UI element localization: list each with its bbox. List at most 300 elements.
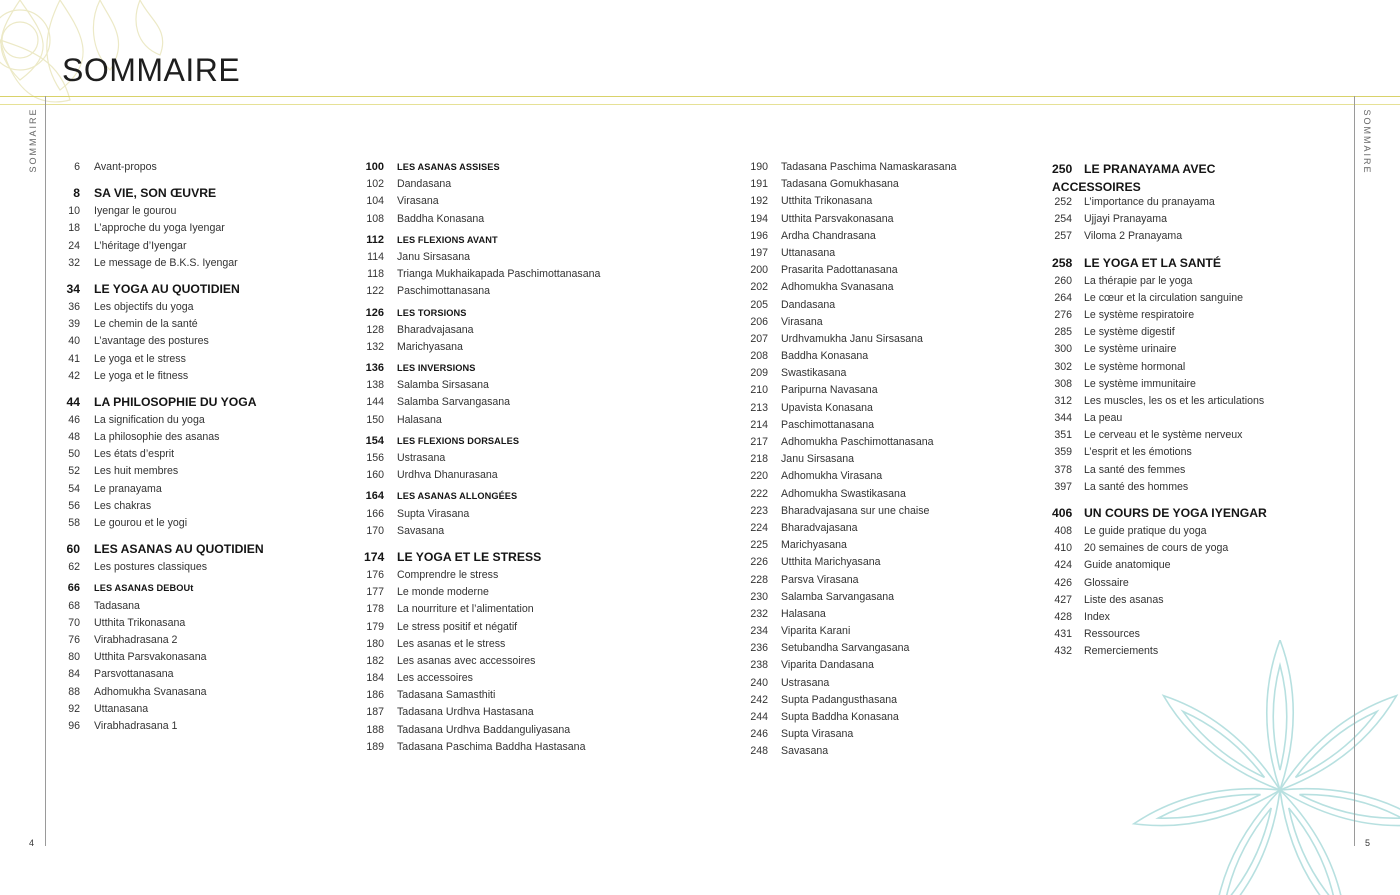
toc-section-heading[interactable] xyxy=(364,550,724,569)
toc-section-label: UN COURS DE YOGA IYENGAR xyxy=(1084,506,1267,520)
toc-entry[interactable] xyxy=(1052,464,1342,481)
toc-page-number: 62 xyxy=(68,561,80,574)
toc-entry[interactable] xyxy=(62,720,332,737)
toc-section-heading[interactable] xyxy=(62,186,332,205)
toc-entry[interactable] xyxy=(1052,542,1342,559)
toc-entry-label: Paschimottanasana xyxy=(781,418,875,431)
toc-entry-label: Les postures classiques xyxy=(94,561,208,574)
toc-entry[interactable] xyxy=(1052,481,1342,498)
toc-section-label: LA PHILOSOPHIE DU YOGA xyxy=(94,394,257,409)
toc-page-number: 154 xyxy=(365,434,384,447)
toc-subsection-heading[interactable] xyxy=(364,307,724,324)
toc-page-number: 302 xyxy=(1054,360,1072,373)
toc-entry-label: Swastikasana xyxy=(781,367,847,380)
toc-entry-label: Urdhvamukha Janu Sirsasana xyxy=(781,332,923,345)
toc-entry-label: La peau xyxy=(1084,412,1123,425)
toc-page-number: 188 xyxy=(366,723,384,736)
side-label-right: SOMMAIRE xyxy=(1362,109,1372,175)
toc-entry[interactable] xyxy=(62,668,332,685)
toc-entry[interactable] xyxy=(748,281,1038,298)
toc-page-number: 6 xyxy=(74,161,80,173)
toc-page-number: 66 xyxy=(67,582,80,595)
toc-entry[interactable] xyxy=(1052,292,1342,309)
toc-entry-label: Avant-propos xyxy=(94,161,157,173)
toc-entry[interactable] xyxy=(1052,196,1342,213)
toc-entry[interactable] xyxy=(748,556,1038,573)
toc-entry-label: La thérapie par le yoga xyxy=(1084,274,1193,287)
toc-entry[interactable] xyxy=(1052,275,1342,292)
toc-entry[interactable] xyxy=(748,402,1038,419)
toc-entry-label: Les objectifs du yoga xyxy=(94,300,194,313)
toc-entry[interactable] xyxy=(62,561,332,578)
toc-entry-label: La santé des hommes xyxy=(1084,480,1189,493)
toc-page-number: 209 xyxy=(750,367,768,380)
toc-entry[interactable] xyxy=(364,638,724,655)
toc-page-number: 206 xyxy=(750,315,768,328)
toc-entry-label: Ressources xyxy=(1084,628,1140,641)
toc-page-number: 190 xyxy=(750,161,768,173)
toc-entry[interactable] xyxy=(748,470,1038,487)
toc-entry[interactable] xyxy=(748,522,1038,539)
toc-entry[interactable] xyxy=(364,621,724,638)
toc-entry[interactable] xyxy=(62,318,332,335)
toc-entry[interactable] xyxy=(748,677,1038,694)
toc-entry[interactable] xyxy=(364,525,724,542)
toc-entry[interactable] xyxy=(62,431,332,448)
toc-entry-label: Baddha Konasana xyxy=(397,212,485,225)
toc-entry-label: Les huit membres xyxy=(94,465,179,478)
toc-entry[interactable] xyxy=(62,353,332,370)
toc-page-number: 56 xyxy=(68,499,80,512)
toc-entry[interactable] xyxy=(748,505,1038,522)
toc-page-number: 39 xyxy=(68,318,80,331)
toc-page-number: 180 xyxy=(366,637,384,650)
toc-entry[interactable] xyxy=(62,335,332,352)
toc-entry-label: Le yoga et le stress xyxy=(94,352,186,365)
toc-page-number: 46 xyxy=(68,413,80,426)
toc-entry[interactable] xyxy=(748,745,1038,762)
toc-entry[interactable] xyxy=(1052,230,1342,247)
toc-entry[interactable] xyxy=(62,222,332,239)
toc-entry-label: Savasana xyxy=(397,524,445,537)
toc-entry[interactable] xyxy=(748,488,1038,505)
toc-page-number: 426 xyxy=(1054,576,1072,589)
toc-entry[interactable] xyxy=(748,659,1038,676)
toc-entry-label: Le pranayama xyxy=(94,482,162,495)
toc-entry[interactable] xyxy=(748,230,1038,247)
toc-page-number: 88 xyxy=(68,685,80,698)
toc-entry[interactable] xyxy=(364,586,724,603)
toc-entry-label: Tadasana Urdhva Baddanguliyasana xyxy=(397,723,571,736)
toc-entry[interactable] xyxy=(62,205,332,222)
toc-entry[interactable] xyxy=(748,350,1038,367)
toc-entry-label: Bharadvajasana xyxy=(397,323,474,336)
toc-entry[interactable] xyxy=(1052,645,1342,662)
toc-entry-label: Salamba Sirsasana xyxy=(397,379,489,392)
toc-entry[interactable] xyxy=(364,672,724,689)
toc-entry[interactable] xyxy=(62,448,332,465)
toc-entry[interactable] xyxy=(748,539,1038,556)
toc-entry-label: Adhomukha Svanasana xyxy=(781,281,894,294)
toc-subsection-heading[interactable] xyxy=(364,362,724,379)
toc-section-heading[interactable] xyxy=(62,542,332,561)
toc-entry[interactable] xyxy=(1052,395,1342,412)
toc-page-number: 178 xyxy=(366,603,384,616)
toc-entry-label: Virabhadrasana 1 xyxy=(94,719,178,732)
toc-page-number: 359 xyxy=(1054,446,1072,459)
toc-entry[interactable] xyxy=(1052,446,1342,463)
toc-entry-label: Adhomukha Swastikasana xyxy=(781,487,906,500)
toc-entry[interactable] xyxy=(1052,213,1342,230)
toc-entry[interactable] xyxy=(748,694,1038,711)
toc-entry[interactable] xyxy=(748,608,1038,625)
toc-entry[interactable] xyxy=(1052,577,1342,594)
toc-page-number: 184 xyxy=(366,672,384,685)
toc-page-number: 344 xyxy=(1054,412,1072,425)
toc-entry[interactable] xyxy=(748,574,1038,591)
toc-page-number: 351 xyxy=(1054,429,1072,442)
toc-page-number: 224 xyxy=(750,521,768,534)
toc-entry-label: Le guide pratique du yoga xyxy=(1084,525,1207,537)
toc-entry[interactable] xyxy=(748,436,1038,453)
header-rule-bottom xyxy=(0,104,1400,105)
toc-entry[interactable] xyxy=(364,452,724,469)
toc-page-number: 308 xyxy=(1054,377,1072,390)
toc-entry[interactable] xyxy=(364,603,724,620)
toc-entry-label: Le système urinaire xyxy=(1084,343,1177,356)
toc-section-heading[interactable] xyxy=(62,395,332,414)
toc-page-number: 220 xyxy=(750,470,768,483)
toc-entry-label: Marichyasana xyxy=(781,539,847,552)
toc-entry-label: Les états d’esprit xyxy=(94,448,175,461)
toc-entry[interactable] xyxy=(62,600,332,617)
toc-entry[interactable] xyxy=(364,195,724,212)
toc-entry-label: Le gourou et le yogi xyxy=(94,517,188,529)
toc-entry[interactable] xyxy=(1052,361,1342,378)
toc-entry-label: L’héritage d’Iyengar xyxy=(94,239,187,252)
toc-entry-label: Le cerveau et le système nerveux xyxy=(1084,429,1243,442)
toc-page-number: 222 xyxy=(750,487,768,500)
toc-section-label: LE PRANAYAMA AVEC xyxy=(1084,162,1216,176)
toc-entry[interactable] xyxy=(62,634,332,651)
toc-entry-label: Janu Sirsasana xyxy=(397,250,471,263)
toc-page-number: 312 xyxy=(1054,394,1072,407)
toc-entry[interactable] xyxy=(364,741,724,758)
toc-entry[interactable] xyxy=(364,469,724,486)
toc-entry[interactable] xyxy=(748,247,1038,264)
toc-page-number: 218 xyxy=(750,453,768,466)
toc-entry-label: L’approche du yoga Iyengar xyxy=(94,222,225,235)
toc-entry-label: Supta Baddha Konasana xyxy=(781,711,899,723)
toc-page-number: 408 xyxy=(1054,525,1072,537)
toc-section-label-continued: ACCESSOIRES xyxy=(1052,179,1141,194)
toc-entry[interactable] xyxy=(62,703,332,720)
toc-page-number: 257 xyxy=(1054,230,1072,243)
toc-section-label: LE YOGA ET LE STRESS xyxy=(397,549,542,564)
toc-entry[interactable] xyxy=(748,178,1038,195)
toc-entry-label: Ujjayi Pranayama xyxy=(1084,213,1168,226)
toc-entry-label: La santé des femmes xyxy=(1084,463,1186,476)
toc-entry-label: L’avantage des postures xyxy=(94,335,209,348)
toc-page-number: 226 xyxy=(750,556,768,569)
side-label-left: SOMMAIRE xyxy=(28,107,38,173)
toc-page-number: 244 xyxy=(750,711,768,723)
toc-column-3 xyxy=(748,161,1038,763)
toc-entry-label: Adhomukha Svanasana xyxy=(94,685,207,698)
toc-entry[interactable] xyxy=(364,341,724,358)
toc-entry[interactable] xyxy=(364,178,724,195)
toc-entry[interactable] xyxy=(62,370,332,387)
toc-entry-label: 20 semaines de cours de yoga xyxy=(1084,542,1229,555)
toc-entry[interactable] xyxy=(748,367,1038,384)
page-number-left: 4 xyxy=(29,838,35,848)
toc-page-number: 207 xyxy=(750,332,768,345)
toc-entry[interactable] xyxy=(1052,343,1342,360)
toc-entry-label: Adhomukha Paschimottanasana xyxy=(781,436,934,448)
toc-entry-label: Tadasana Samasthiti xyxy=(397,689,496,702)
toc-page-number: 300 xyxy=(1054,343,1072,356)
toc-page-number: 200 xyxy=(750,264,768,277)
toc-entry[interactable] xyxy=(62,651,332,668)
toc-entry-label: Tadasana Urdhva Hastasana xyxy=(397,706,534,719)
toc-page-number: 285 xyxy=(1054,326,1072,339)
toc-page-number: 258 xyxy=(1052,255,1073,270)
toc-page-number: 58 xyxy=(68,517,80,529)
toc-entry-label: Glossaire xyxy=(1084,576,1129,589)
toc-entry[interactable] xyxy=(62,617,332,634)
toc-entry[interactable] xyxy=(1052,611,1342,628)
toc-entry[interactable] xyxy=(748,591,1038,608)
toc-entry[interactable] xyxy=(1052,628,1342,645)
toc-entry[interactable] xyxy=(1052,594,1342,611)
toc-entry-label: Bharadvajasana xyxy=(781,521,858,534)
toc-entry[interactable] xyxy=(62,240,332,257)
toc-subsection-heading[interactable] xyxy=(364,490,724,507)
toc-subsection-label: LES ASANAS ALLONGÉES xyxy=(397,491,518,502)
toc-section-heading[interactable] xyxy=(62,282,332,301)
toc-subsection-heading[interactable] xyxy=(62,582,332,599)
toc-entry[interactable] xyxy=(62,414,332,431)
toc-page-number: 100 xyxy=(365,161,384,173)
toc-entry[interactable] xyxy=(1052,378,1342,395)
toc-page-number: 213 xyxy=(750,401,768,414)
toc-entry-label: Virasana xyxy=(781,315,823,328)
toc-section-label: LES ASANAS AU QUOTIDIEN xyxy=(94,542,264,557)
toc-page-number: 60 xyxy=(66,542,80,557)
toc-entry[interactable] xyxy=(364,724,724,741)
toc-page-number: 48 xyxy=(68,431,80,444)
toc-entry-label: Upavista Konasana xyxy=(781,401,873,414)
toc-entry-label: Supta Padangusthasana xyxy=(781,693,898,706)
toc-page-number: 92 xyxy=(68,702,80,715)
toc-page-number: 217 xyxy=(750,436,768,448)
toc-page-number: 18 xyxy=(68,222,80,235)
toc-entry-label: Uttanasana xyxy=(94,702,149,715)
toc-subsection-label: LES FLEXIONS DORSALES xyxy=(397,435,520,446)
toc-entry-label: L’esprit et les émotions xyxy=(1084,446,1192,459)
toc-entry[interactable] xyxy=(364,508,724,525)
toc-page-number: 254 xyxy=(1054,213,1072,226)
toc-entry[interactable] xyxy=(748,625,1038,642)
toc-page-number: 177 xyxy=(366,586,384,599)
toc-section-label: LE YOGA ET LA SANTÉ xyxy=(1084,255,1222,270)
toc-entry[interactable] xyxy=(748,316,1038,333)
toc-page-number: 186 xyxy=(366,689,384,702)
toc-entry-label: Trianga Mukhaikapada Paschimottanasana xyxy=(397,268,601,281)
toc-entry[interactable] xyxy=(364,213,724,230)
toc-entry[interactable] xyxy=(364,569,724,586)
toc-column-1 xyxy=(62,161,332,737)
toc-entry-label: Tadasana Paschima Baddha Hastasana xyxy=(397,740,586,753)
toc-entry[interactable] xyxy=(1052,429,1342,446)
toc-page-number: 150 xyxy=(366,413,384,426)
toc-entry-label: Halasana xyxy=(781,607,826,620)
toc-entry[interactable] xyxy=(364,396,724,413)
toc-entry[interactable] xyxy=(62,483,332,500)
toc-entry[interactable] xyxy=(748,264,1038,281)
toc-entry[interactable] xyxy=(1052,559,1342,576)
toc-page-number: 236 xyxy=(750,642,768,655)
toc-entry[interactable] xyxy=(748,419,1038,436)
toc-page-number: 252 xyxy=(1054,196,1072,208)
toc-entry[interactable] xyxy=(748,711,1038,728)
toc-page-number: 126 xyxy=(365,306,384,319)
toc-section-heading[interactable] xyxy=(1052,506,1342,525)
toc-page-number: 132 xyxy=(366,340,384,353)
toc-entry[interactable] xyxy=(62,686,332,703)
toc-entry[interactable] xyxy=(1052,326,1342,343)
toc-page-number: 242 xyxy=(750,693,768,706)
toc-entry[interactable] xyxy=(1052,412,1342,429)
toc-page-number: 24 xyxy=(68,239,80,252)
toc-entry[interactable] xyxy=(62,500,332,517)
toc-entry-label: Utthita Parsvakonasana xyxy=(94,651,207,664)
toc-entry-label: Le système hormonal xyxy=(1084,360,1186,373)
toc-entry[interactable] xyxy=(364,268,724,285)
toc-entry[interactable] xyxy=(364,285,724,302)
toc-page-number: 238 xyxy=(750,659,768,672)
toc-entry[interactable] xyxy=(1052,309,1342,326)
toc-entry-label: Setubandha Sarvangasana xyxy=(781,642,910,655)
toc-page-number: 96 xyxy=(68,719,80,732)
toc-entry-label: Le système immunitaire xyxy=(1084,377,1196,390)
toc-page-number: 225 xyxy=(750,539,768,552)
toc-entry-label: Remerciements xyxy=(1084,645,1159,658)
toc-page-number: 202 xyxy=(750,281,768,294)
toc-entry[interactable] xyxy=(62,465,332,482)
toc-entry-label: La signification du yoga xyxy=(94,413,205,426)
toc-subsection-heading[interactable] xyxy=(364,234,724,251)
toc-entry-label: Le chemin de la santé xyxy=(94,318,198,331)
toc-page-number: 230 xyxy=(750,590,768,603)
toc-entry-label: Uttanasana xyxy=(781,246,836,259)
toc-page-number: 144 xyxy=(366,396,384,409)
toc-entry[interactable] xyxy=(364,251,724,268)
toc-section-heading[interactable] xyxy=(1052,161,1242,196)
toc-subsection-label: LES ASANAS ASSISES xyxy=(397,162,500,172)
toc-page-number: 223 xyxy=(750,504,768,517)
toc-page-number: 205 xyxy=(750,298,768,311)
page-number-right: 5 xyxy=(1365,838,1371,848)
toc-page-number: 40 xyxy=(68,335,80,348)
toc-subsection-heading[interactable] xyxy=(364,435,724,452)
toc-entry[interactable] xyxy=(748,299,1038,316)
toc-entry-label: La nourriture et l’alimentation xyxy=(397,603,534,616)
toc-entry-label: Halasana xyxy=(397,413,442,426)
toc-entry[interactable] xyxy=(62,301,332,318)
toc-subsection-label: LES TORSIONS xyxy=(397,307,467,318)
toc-page-number: 208 xyxy=(750,350,768,363)
toc-entry[interactable] xyxy=(1052,525,1342,542)
toc-entry-label: Paripurna Navasana xyxy=(781,384,878,397)
toc-entry-label: Utthita Parsvakonasana xyxy=(781,212,894,225)
toc-page-number: 114 xyxy=(367,250,384,263)
toc-entry[interactable] xyxy=(748,728,1038,745)
toc-page-number: 191 xyxy=(750,178,768,191)
toc-entry-label: Adhomukha Virasana xyxy=(781,470,883,483)
toc-entry[interactable] xyxy=(364,379,724,396)
toc-section-heading[interactable] xyxy=(1052,256,1342,275)
toc-page-number: 104 xyxy=(366,195,384,208)
toc-entry[interactable] xyxy=(748,384,1038,401)
toc-entry[interactable] xyxy=(364,414,724,431)
toc-entry-label: Le yoga et le fitness xyxy=(94,369,189,382)
toc-entry[interactable] xyxy=(62,257,332,274)
toc-entry[interactable] xyxy=(748,642,1038,659)
toc-entry-label: Paschimottanasana xyxy=(397,285,491,298)
toc-page-number: 118 xyxy=(367,268,384,281)
toc-entry-label: Utthita Marichyasana xyxy=(781,556,881,569)
toc-page-number: 197 xyxy=(750,246,768,259)
toc-entry-label: Le message de B.K.S. Iyengar xyxy=(94,256,238,269)
toc-entry[interactable] xyxy=(364,324,724,341)
toc-entry[interactable] xyxy=(62,517,332,534)
toc-entry[interactable] xyxy=(748,161,1038,178)
toc-entry[interactable] xyxy=(364,689,724,706)
toc-entry-label: Dandasana xyxy=(397,178,452,191)
toc-page-number: 10 xyxy=(68,205,80,218)
toc-entry-label: Salamba Sarvangasana xyxy=(397,396,511,409)
toc-page-number: 76 xyxy=(68,633,80,646)
header-rule-top xyxy=(0,96,1400,97)
toc-section-label: SA VIE, SON ŒUVRE xyxy=(94,186,217,201)
toc-page-number: 170 xyxy=(366,524,384,537)
toc-entry[interactable] xyxy=(748,213,1038,230)
toc-page-number: 228 xyxy=(750,573,768,586)
toc-entry[interactable] xyxy=(748,333,1038,350)
toc-page-number: 410 xyxy=(1054,542,1072,555)
toc-entry-label: Supta Virasana xyxy=(397,507,470,520)
toc-page-number: 428 xyxy=(1054,610,1072,623)
toc-entry[interactable] xyxy=(748,195,1038,212)
toc-subsection-heading[interactable] xyxy=(364,161,724,178)
toc-entry-label: Parsvottanasana xyxy=(94,668,174,681)
toc-entry[interactable] xyxy=(748,453,1038,470)
toc-entry[interactable] xyxy=(364,706,724,723)
toc-page-number: 70 xyxy=(68,616,80,629)
toc-page-number: 264 xyxy=(1054,291,1072,304)
toc-entry-label: Viparita Dandasana xyxy=(781,659,874,672)
toc-entry-label: Utthita Trikonasana xyxy=(94,616,186,629)
toc-entry[interactable] xyxy=(62,161,332,178)
toc-entry[interactable] xyxy=(364,655,724,672)
toc-entry-label: Dandasana xyxy=(781,298,836,311)
toc-entry-label: Le système digestif xyxy=(1084,326,1175,339)
toc-subsection-label: LES FLEXIONS AVANT xyxy=(397,234,498,245)
toc-subsection-label: LES ASANAS DEBOUt xyxy=(94,583,194,594)
toc-entry-label: Comprendre le stress xyxy=(397,568,499,581)
toc-page-number: 194 xyxy=(750,212,768,225)
